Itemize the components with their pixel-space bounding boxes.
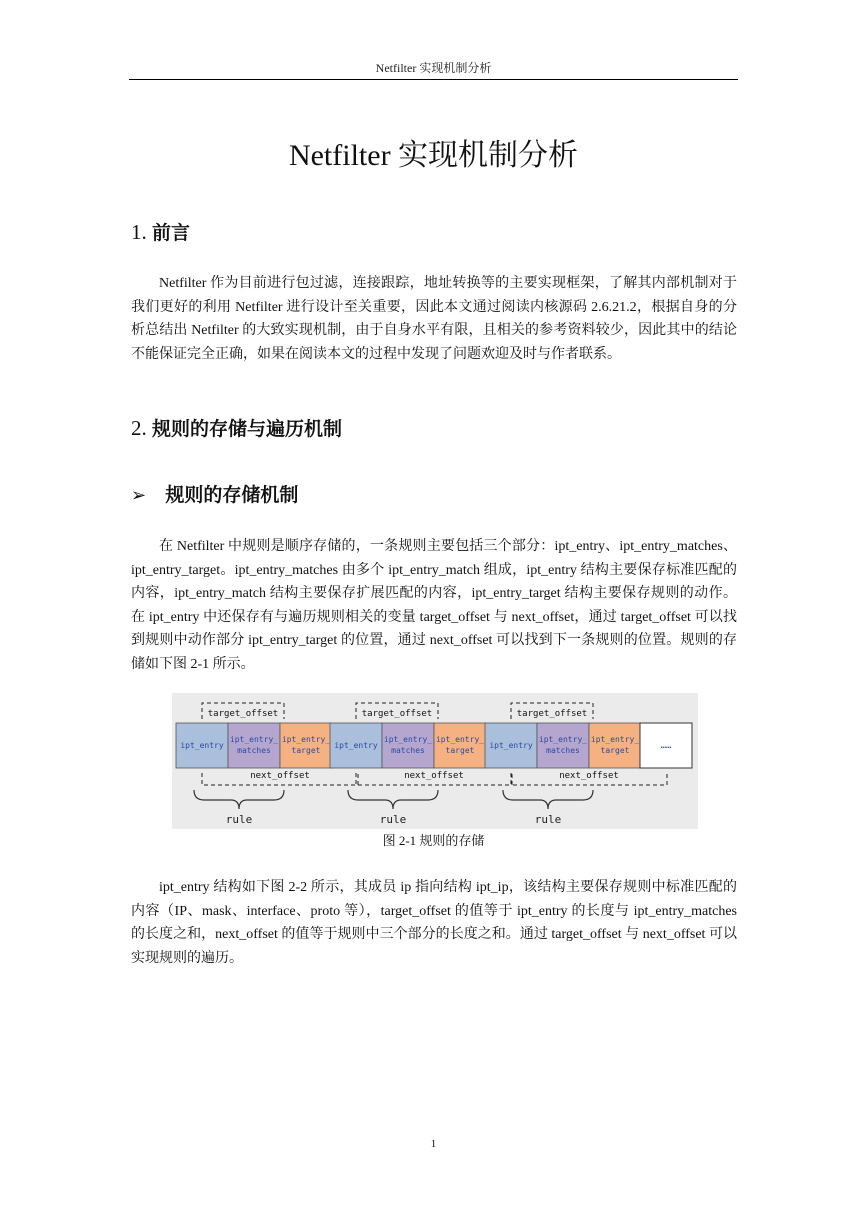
rule-label: rule <box>534 813 562 826</box>
subsection-heading <box>131 480 298 510</box>
subsection-title: 规则的存储机制 <box>165 484 299 506</box>
ipt-entry-matches-label: matches <box>237 746 271 755</box>
rule-ellipsis-box <box>640 723 692 768</box>
ipt-entry-target-label: ipt_entry_ <box>590 735 640 744</box>
ipt-entry-matches-label: ipt_entry_ <box>229 735 279 744</box>
section-title: 前言 <box>152 222 191 244</box>
next-offset-label: next_offset <box>559 771 619 781</box>
ipt-entry-label: ipt_entry <box>180 741 224 750</box>
rule-brace <box>194 790 284 809</box>
paragraph-storage: 在 Netfilter 中规则是顺序存储的，一条规则主要包括三个部分：ipt_entry、ipt_entry_matches、ipt_entry_target。ipt_entry_matches 由多个 ipt_entry_match 组成，ipt_entry 结构主要保存标准匹配的内容，ipt_entry_match 结构主要保存扩展匹配的内容，ipt_entry_target 结构主要保存规则的动作。在 ipt_entry 中还保存有与遍历规则相关的变量 target_offset 与 next_offset，通过 target_offset 可以找到规则中动作部分 ipt_entry_target 的位置，通过 next_offset 可以找到下一条规则的位置。规则的存储如下图 2-1 所示。 <box>131 539 737 672</box>
ellipsis-label: …… <box>660 741 672 751</box>
page-number: 1 <box>430 1138 437 1150</box>
ipt-entry-matches-label: ipt_entry_ <box>383 735 433 744</box>
section-number: 2. <box>131 416 147 440</box>
ipt-entry-label: ipt_entry <box>334 741 378 750</box>
rule-label: rule <box>379 813 407 826</box>
paragraph-ipt-entry: ipt_entry 结构如下图 2-2 所示，其成员 ip 指向结构 ipt_ip，该结构主要保存规则中标准匹配的内容（IP、mask、interface、proto 等），target_offset 的值等于 ipt_entry 的长度与 ipt_entry_matches 的长度之和，next_offset 的值等于规则中三个部分的长度之和。通过 target_offset 与 next_offset 可以实现规则的遍历。 <box>131 880 737 966</box>
ipt-entry-matches-label: ipt_entry_ <box>538 735 588 744</box>
ipt-entry-target-label: target <box>600 746 630 755</box>
paragraph-intro: Netfilter 作为目前进行包过滤，连接跟踪，地址转换等的主要实现框架，了解其内部机制对于我们更好的利用 Netfilter 进行设计至关重要，因此本文通过阅读内核源码 2.6.21.2，根据自身的分析总结出 Netfilter 的大致实现机制，由于自身水平有限，且相关的参考资料较少，因此其中的结论不能保证完全正确，如果在阅读本文的过程中发现了问题欢迎及时与作者联系。 <box>131 276 737 362</box>
rule-label: rule <box>225 813 253 826</box>
next-offset-label: next_offset <box>404 771 464 781</box>
ipt-entry-target-label: target <box>445 746 475 755</box>
target-offset-label: target_offset <box>207 709 279 719</box>
rule-storage-figure <box>172 693 698 829</box>
document-title: Netfilter 实现机制分析 <box>288 139 579 172</box>
ipt-entry-matches-label: matches <box>546 746 580 755</box>
next-offset-label: next_offset <box>250 771 310 781</box>
section-heading-1 <box>131 218 190 247</box>
rule-brace <box>348 790 438 809</box>
header-rule <box>129 79 738 80</box>
ipt-entry-target-label: target <box>291 746 321 755</box>
target-offset-label: target_offset <box>516 709 588 719</box>
running-header: Netfilter 实现机制分析 <box>375 61 492 75</box>
section-title: 规则的存储与遍历机制 <box>152 418 343 440</box>
ipt-entry-target-label: ipt_entry_ <box>435 735 485 744</box>
ipt-entry-matches-label: matches <box>391 746 425 755</box>
ipt-entry-label: ipt_entry <box>489 741 533 750</box>
section-heading-2 <box>131 414 342 443</box>
arrow-bullet-icon: ➢ <box>131 485 147 506</box>
rule-brace <box>503 790 593 809</box>
figure-caption: 图 2-1 规则的存储 <box>382 833 485 848</box>
section-number: 1. <box>131 220 147 244</box>
target-offset-label: target_offset <box>361 709 433 719</box>
rule-storage-diagram <box>172 693 698 829</box>
ipt-entry-target-label: ipt_entry_ <box>281 735 331 744</box>
